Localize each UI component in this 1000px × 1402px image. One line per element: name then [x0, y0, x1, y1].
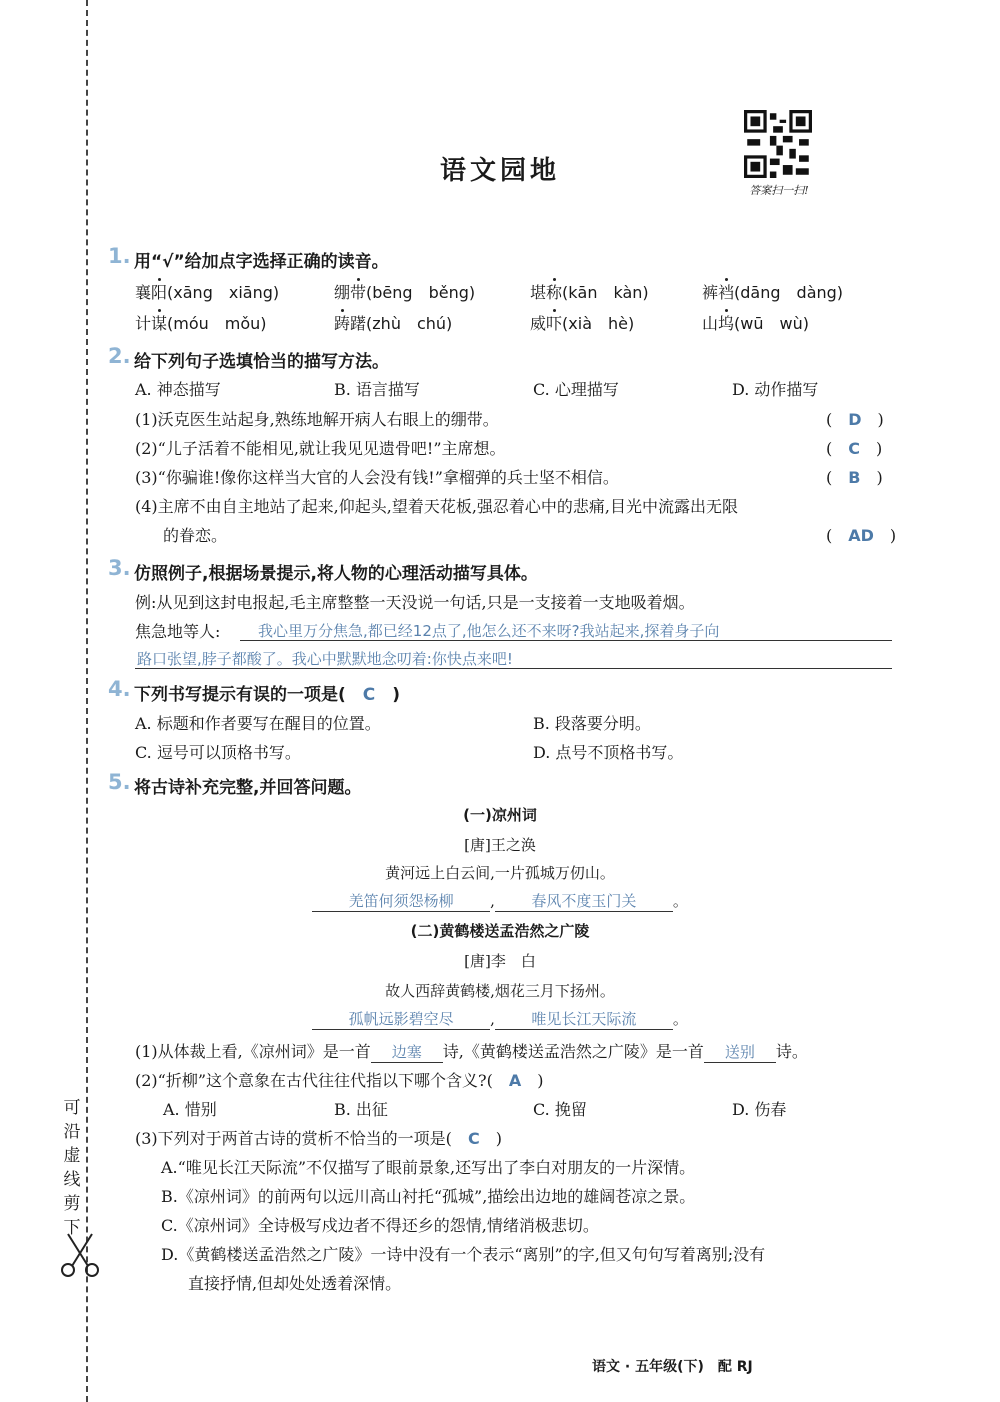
q2-option-c: C. 心理描写	[533, 380, 619, 399]
poem1-title: (一)凉州词	[463, 806, 537, 824]
poem2-fill-2[interactable]: 唯见长江天际流	[495, 1008, 673, 1030]
q2-answer-3: ( B )	[826, 468, 883, 487]
q4-option-a: A. 标题和作者要写在醒目的位置。	[135, 714, 381, 733]
q1-item-8: 山坞(wū wù)	[702, 314, 809, 333]
q4-option-b: B. 段落要分明。	[533, 714, 651, 733]
q5-sub1-answer-2[interactable]: 送别	[704, 1041, 776, 1063]
q1-item-4: 裤裆(dāng dàng)	[702, 283, 844, 302]
q5-sub3: (3)下列对于两首古诗的赏析不恰当的一项是( C )	[135, 1129, 502, 1148]
scissors-icon	[58, 1232, 102, 1280]
q3-answer-line2[interactable]: 路口张望,脖子都酸了。我心中默默地念叨着:你快点来吧!	[137, 650, 513, 668]
q3-example: 例:从见到这封电报起,毛主席整整一天没说一句话,只是一支接着一支地吸着烟。	[135, 593, 695, 612]
q2-answer-2: ( C )	[826, 439, 883, 458]
q5-sub2-option-d: D. 伤春	[732, 1100, 787, 1119]
q1-item-3: 堪称(kān kàn)	[530, 283, 649, 302]
poem1-fill-1[interactable]: 羌笛何须怨杨柳	[312, 890, 490, 912]
q3-prompt: 仿照例子,根据场景提示,将人物的心理活动描写具体。	[134, 564, 538, 584]
q2-item-3: (3)“你骗谁!像你这样当大官的人会没有钱!”拿榴弹的兵士坚不相信。	[135, 468, 619, 487]
cut-instruction: 可沿虚线剪下	[63, 1098, 81, 1238]
q2-option-a: A. 神态描写	[135, 380, 221, 399]
q4-option-c: C. 逗号可以顶格书写。	[135, 743, 301, 762]
q1-item-6: 踌躇(zhù chú)	[334, 314, 453, 333]
q3-number: 3.	[108, 556, 131, 580]
poem2-fill-line: 孤帆远影碧空尽 , 唯见长江天际流 。	[0, 1008, 1000, 1030]
q1-item-5: 计谋(móu mǒu)	[135, 314, 267, 333]
poem2-title: (二)黄鹤楼送孟浩然之广陵	[410, 922, 590, 940]
q5-sub1-answer-1[interactable]: 边塞	[371, 1041, 443, 1063]
poem2-author: [唐]李 白	[464, 952, 536, 970]
q2-prompt: 给下列句子选填恰当的描写方法。	[134, 352, 389, 372]
q2-item-4-line2: 的眷恋。	[163, 526, 228, 545]
q5-sub3-option-a: A.“唯见长江天际流”不仅描写了眼前景象,还写出了李白对朋友的一片深情。	[161, 1158, 696, 1177]
q5-sub3-option-b: B.《凉州词》的前两句以远川高山衬托“孤城”,描绘出边地的雄阔苍凉之景。	[161, 1187, 696, 1206]
q2-number: 2.	[108, 344, 131, 368]
q5-sub3-option-d-line1: D.《黄鹤楼送孟浩然之广陵》一诗中没有一个表示“离别”的字,但又句句写着离别;没有	[161, 1245, 766, 1264]
poem1-author: [唐]王之涣	[464, 836, 536, 854]
q5-sub1: (1)从体裁上看,《凉州词》是一首 边塞 诗,《黄鹤楼送孟浩然之广陵》是一首 送别 诗。	[135, 1042, 808, 1061]
q5-sub2: (2)“折柳”这个意象在古代往往代指以下哪个含义?( A )	[135, 1071, 544, 1090]
q2-answer-1: ( D )	[826, 410, 884, 429]
q1-item-2: 绷带(bēng běng)	[334, 283, 476, 302]
qr-code-icon[interactable]	[744, 110, 812, 178]
cut-dashed-line	[86, 0, 88, 1402]
q5-sub3-option-d-line2: 直接抒情,但却处处透着深情。	[188, 1274, 402, 1293]
q5-sub3-option-c: C.《凉州词》全诗极写戍边者不得还乡的怨情,情绪消极悲切。	[161, 1216, 599, 1235]
q4-option-d: D. 点号不顶格书写。	[533, 743, 684, 762]
q2-option-b: B. 语言描写	[334, 380, 420, 399]
qr-caption: 答案扫一扫!	[749, 184, 809, 197]
q2-item-2: (2)“儿子活着不能相见,就让我见见遗骨吧!”主席想。	[135, 439, 506, 458]
poem1-fill-line: 羌笛何须怨杨柳 , 春风不度玉门关 。	[0, 890, 1000, 912]
q5-sub2-option-c: C. 挽留	[533, 1100, 587, 1119]
page-title: 语文园地	[439, 156, 560, 186]
q1-prompt: 用“√”给加点字选择正确的读音。	[134, 252, 389, 272]
q4-prompt: 下列书写提示有误的一项是( C )	[134, 685, 401, 705]
poem1-line: 黄河远上白云间,一片孤城万仞山。	[385, 864, 615, 882]
q2-item-4-line1: (4)主席不由自主地站了起来,仰起头,望着天花板,强忍着心中的悲痛,目光中流露出无限	[135, 497, 739, 516]
q2-option-d: D. 动作描写	[732, 380, 819, 399]
q4-number: 4.	[108, 677, 131, 701]
q5-number: 5.	[108, 770, 131, 794]
q3-label: 焦急地等人:	[135, 622, 221, 641]
q1-item-1: 襄阳(xāng xiāng)	[135, 283, 280, 302]
q2-answer-4: ( AD )	[826, 526, 897, 545]
q5-sub2-option-b: B. 出征	[334, 1100, 388, 1119]
page-footer: 语文 · 五年级(下) 配 RJ	[592, 1359, 753, 1375]
q3-answer-line1[interactable]: 我心里万分焦急,都已经12点了,他怎么还不来呀?我站起来,探着身子向	[258, 622, 720, 640]
poem2-line: 故人西辞黄鹤楼,烟花三月下扬州。	[385, 982, 615, 1000]
q2-item-1: (1)沃克医生站起身,熟练地解开病人右眼上的绷带。	[135, 410, 499, 429]
poem1-fill-2[interactable]: 春风不度玉门关	[495, 890, 673, 912]
poem2-fill-1[interactable]: 孤帆远影碧空尽	[312, 1008, 490, 1030]
q1-number: 1.	[108, 244, 131, 268]
q5-prompt: 将古诗补充完整,并回答问题。	[134, 778, 362, 798]
q5-sub2-option-a: A. 惜别	[163, 1100, 217, 1119]
q1-item-7: 威吓(xià hè)	[530, 314, 635, 333]
